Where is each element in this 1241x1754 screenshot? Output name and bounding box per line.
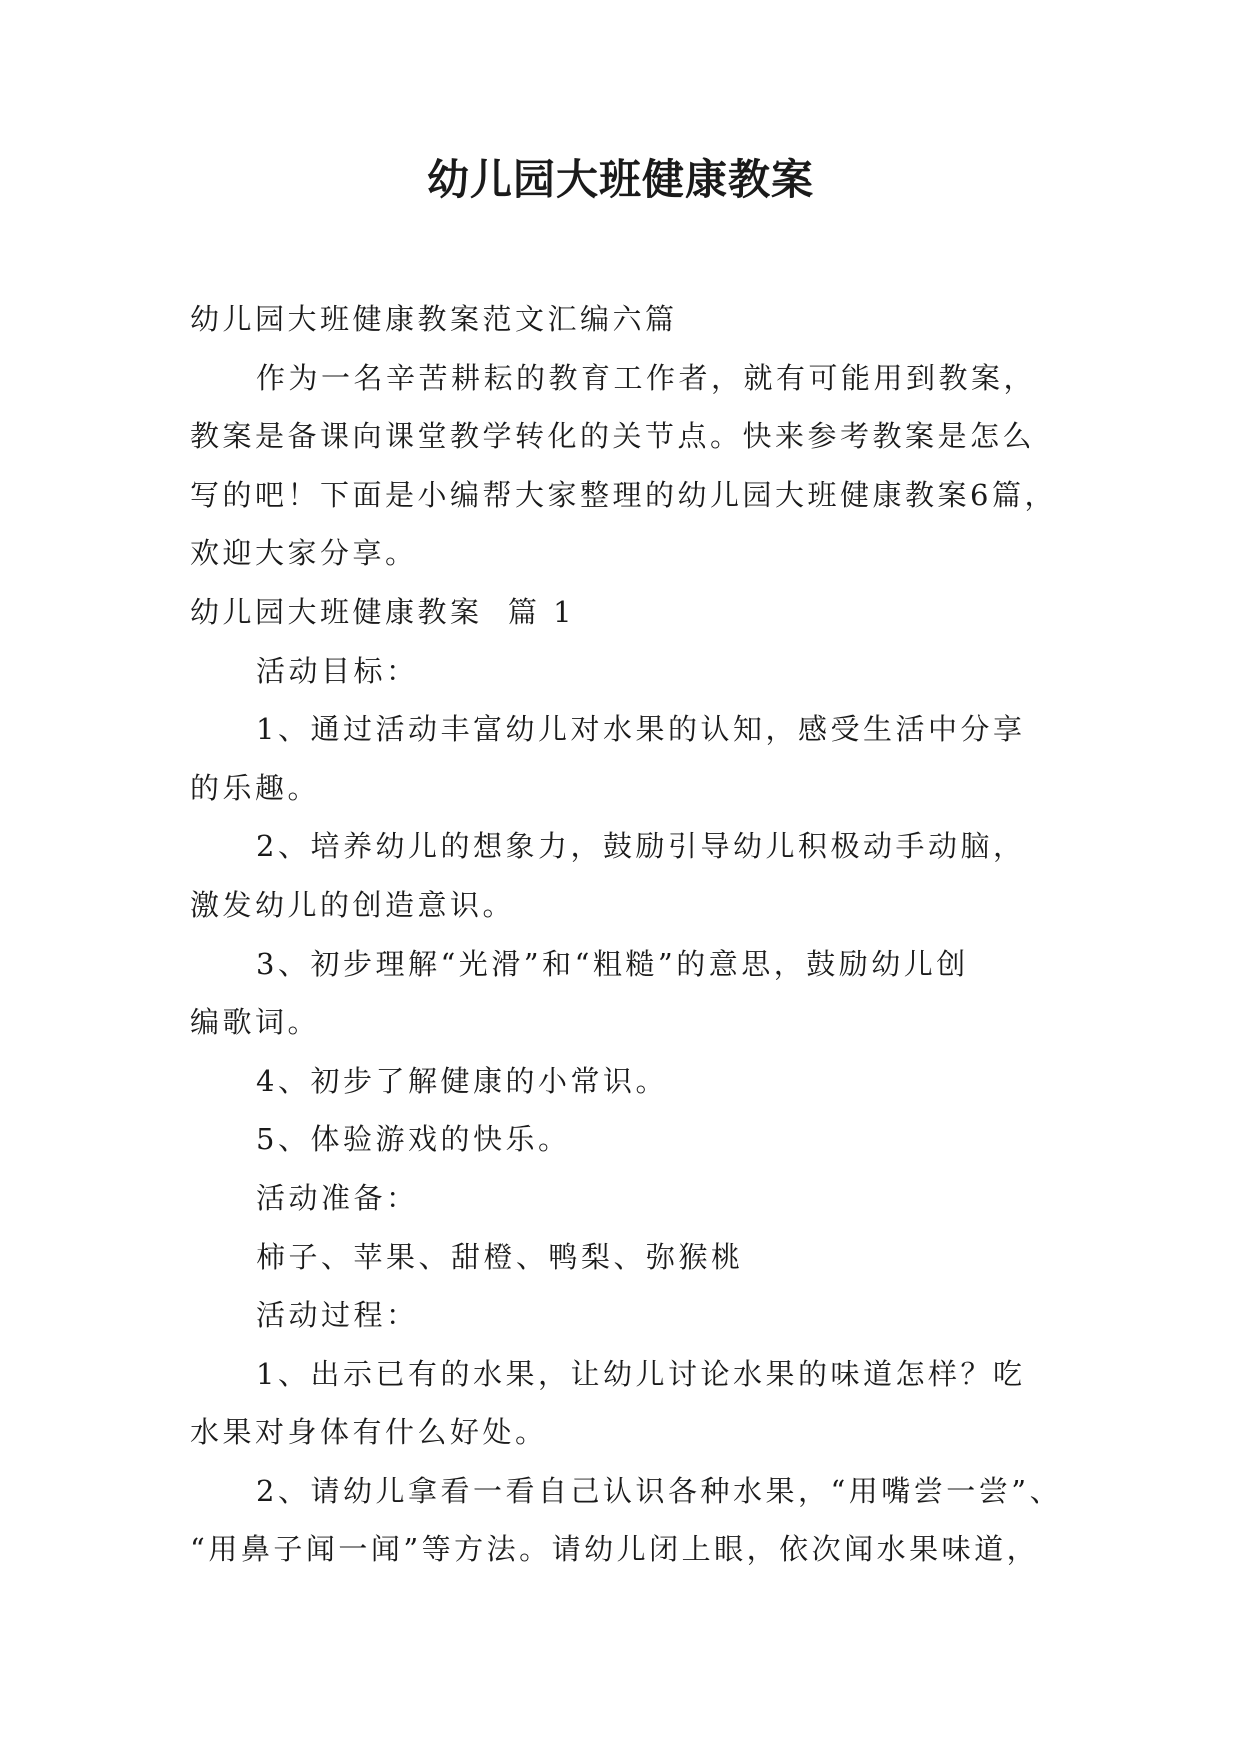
text-line: 2、培养幼儿的想象力，鼓励引导幼儿积极动手动脑，	[256, 829, 1026, 864]
text-line: 活动准备：	[256, 1180, 419, 1215]
text-line: 1、通过活动丰富幼儿对水果的认知，感受生活中分享	[256, 712, 1026, 747]
text-line: 活动过程：	[256, 1298, 419, 1333]
text-line: 4、初步了解健康的小常识。	[256, 1063, 668, 1098]
text-line: 1、出示已有的水果，让幼儿讨论水果的味道怎样？吃	[256, 1356, 1026, 1391]
document-body	[190, 290, 1090, 1579]
text-line: 欢迎大家分享。	[190, 536, 418, 571]
text-line: 写的吧！下面是小编帮大家整理的幼儿园大班健康教案6篇，	[190, 477, 1057, 512]
section-heading: 幼儿园大班健康教案 篇 1	[190, 594, 576, 629]
text-line: 作为一名辛苦耕耘的教育工作者，就有可能用到教案，	[256, 360, 1037, 395]
text-line: 3、初步理解“光滑”和“粗糙”的意思，鼓励幼儿创	[256, 946, 969, 981]
text-line: 的乐趣。	[190, 770, 321, 805]
text-line: 2、请幼儿拿看一看自己认识各种水果，“用嘴尝一尝”、	[256, 1473, 1063, 1508]
text-line: 编歌词。	[190, 1005, 321, 1040]
text-line: 水果对身体有什么好处。	[190, 1415, 548, 1450]
text-line: 教案是备课向课堂教学转化的关节点。快来参考教案是怎么	[190, 419, 1036, 454]
text-line: 5、体验游戏的快乐。	[256, 1122, 571, 1157]
document-title: 幼儿园大班健康教案	[426, 155, 814, 204]
text-line: 激发幼儿的创造意识。	[190, 887, 516, 922]
text-line: 柿子、苹果、甜橙、鸭梨、弥猴桃	[256, 1239, 744, 1274]
text-line: 活动目标：	[256, 653, 419, 688]
text-line: “用鼻子闻一闻”等方法。请幼儿闭上眼，依次闻水果味道，	[190, 1532, 1040, 1567]
text-line: 幼儿园大班健康教案范文汇编六篇	[190, 302, 678, 336]
